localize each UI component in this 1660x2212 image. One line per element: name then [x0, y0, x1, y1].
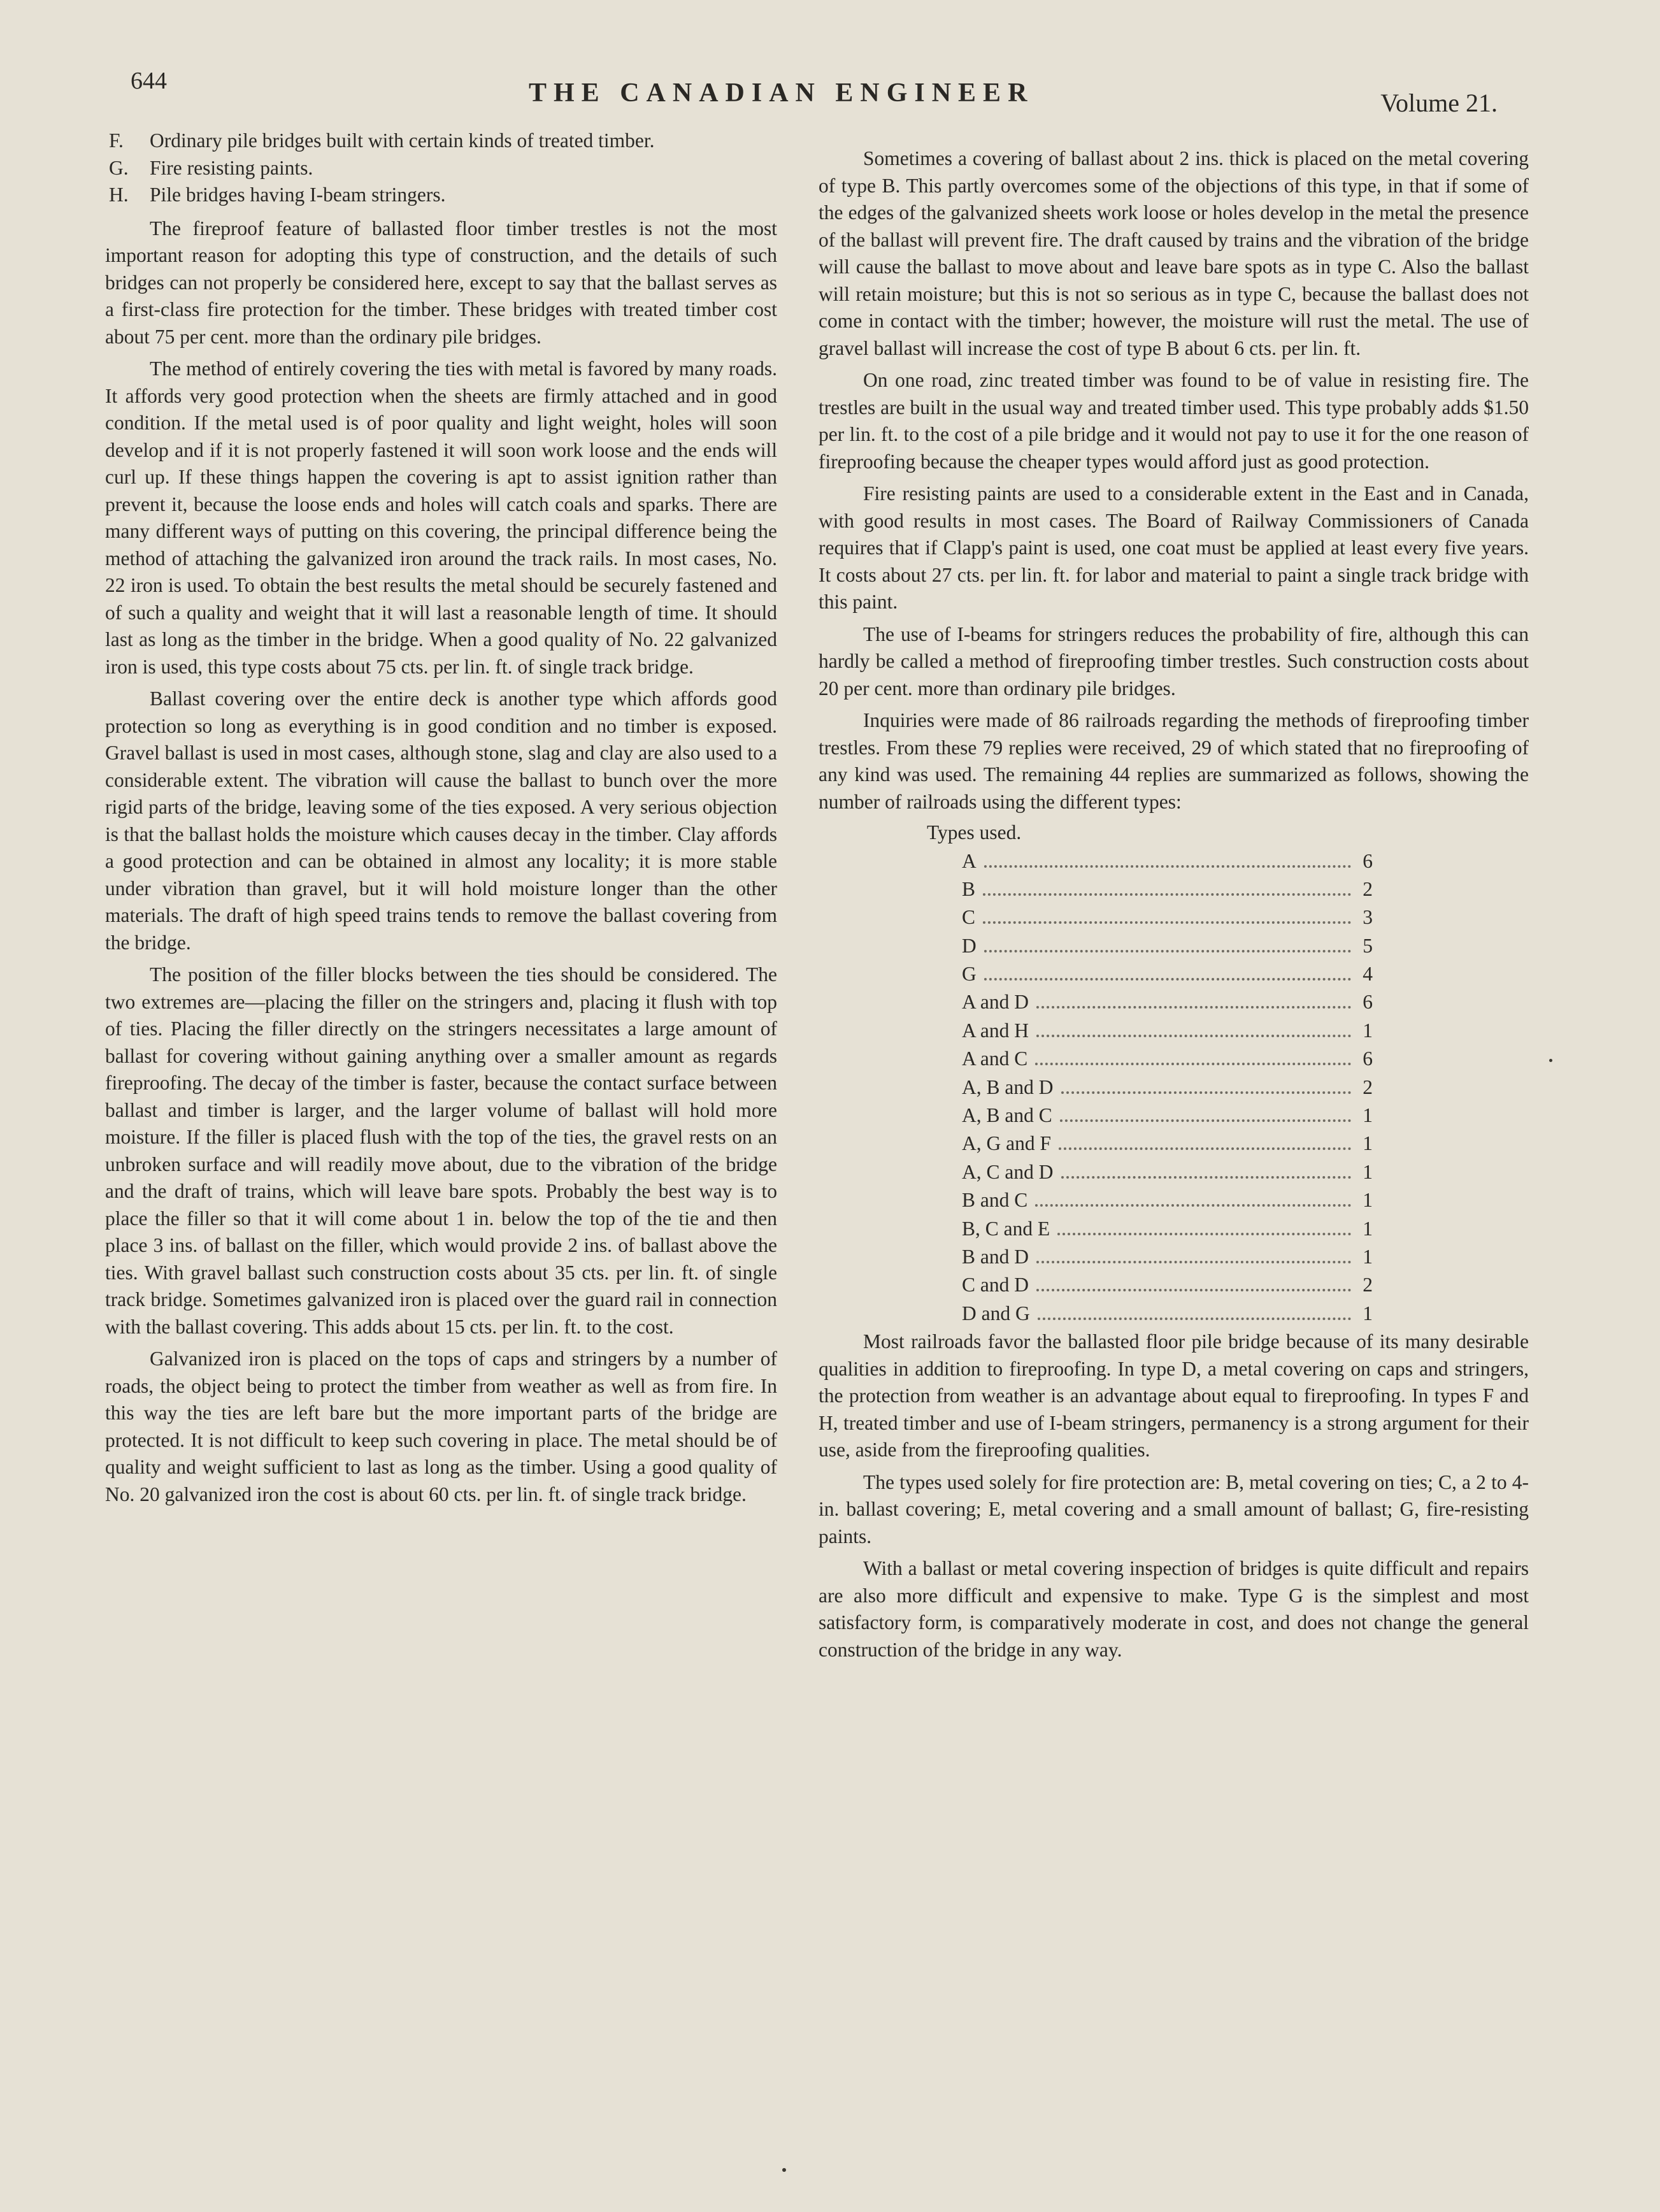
- railroad-count: 3: [1363, 906, 1373, 929]
- body-paragraph: The fireproof feature of ballasted floor timber trestles is not the most important reason for adopting this type of construction, and the details of such bridges can not properly be considered here, except to say that the ballast serves as a first-class fire protection for the timber. These bridges with treated timber cost about 75 per cent. more than the ordinary pile bridges.: [105, 217, 777, 348]
- types-table-row: [962, 933, 1373, 961]
- railroad-count: 1: [1363, 1217, 1373, 1240]
- type-name: A, G and F: [962, 1132, 1051, 1155]
- type-list-continued: [105, 127, 777, 209]
- type-name: A, B and C: [962, 1104, 1052, 1127]
- type-name: D and G: [962, 1302, 1030, 1325]
- dot-leader: [1036, 1289, 1351, 1291]
- railroad-count: 6: [1363, 991, 1373, 1014]
- type-name: C and D: [962, 1274, 1029, 1296]
- types-table-heading: Types used.: [927, 821, 1022, 844]
- railroad-count: 2: [1363, 1274, 1373, 1296]
- right-column: [819, 145, 1529, 1663]
- list-text: Ordinary pile bridges built with certain kinds of treated timber.: [150, 129, 655, 152]
- body-paragraph: Galvanized iron is placed on the tops of caps and stringers by a number of roads, the object being to protect the timber from weather as well as from fire. In this way the ties are left bare but the more important parts of the bridge are protected. It is not difficult to keep such covering in place. The metal should be of quality and weight sufficient to last as long as the timber. Using a good quality of No. 20 galvanized iron the cost is about 60 cts. per lin. ft. of single track bridge.: [105, 1347, 777, 1505]
- type-name: B: [962, 877, 976, 900]
- body-paragraph: Ballast covering over the entire deck is another type which affords good protection so long as everything is in good condition and no timber is exposed. Gravel ballast is used in most cases, although stone, slag and clay are also used to a considerable extent. The vibration will cause the ballast to bunch over the more rigid parts of the bridge, leaving some of the ties exposed. A very serious objection is that the ballast holds the moisture which causes decay in the timber. Clay affords a good protection and can be obtained in almost any locality; it is more stable under vibration than gravel, but it will hold moisture longer than the other materials. The draft of high speed trains tends to remove the ballast covering from the bridge.: [105, 687, 777, 954]
- body-paragraph: Fire resisting paints are used to a considerable extent in the East and in Canada, with good results in most cases. The Board of Railway Commissioners of Canada requires that if Clapp's paint is used, one coat must be applied at least every five years. It costs about 27 cts. per lin. ft. for labor and material to paint a single track bridge with this paint.: [819, 482, 1529, 613]
- list-text: Fire resisting paints.: [150, 156, 313, 179]
- types-table-row: [962, 1159, 1373, 1187]
- dot-leader: [1035, 1204, 1351, 1207]
- body-paragraph: On one road, zinc treated timber was found to be of value in resisting fire. The trestles are built in the usual way and treated timber used. This type probably adds $1.50 per lin. ft. to the cost of a pile bridge and it would not pay to use it for the one reason of fireproofing because the cheaper types would afford just as good protection.: [819, 369, 1529, 473]
- type-name: A and H: [962, 1019, 1029, 1042]
- type-name: A, C and D: [962, 1160, 1054, 1183]
- dot-leader: [1036, 1035, 1351, 1037]
- left-column: [105, 127, 777, 1508]
- railroad-count: 4: [1363, 963, 1373, 986]
- type-name: B and C: [962, 1189, 1028, 1212]
- types-table-row: [962, 876, 1373, 904]
- list-marker: F.: [109, 129, 124, 152]
- dot-leader: [1036, 1261, 1351, 1263]
- type-name: B, C and E: [962, 1217, 1050, 1240]
- dot-leader: [984, 950, 1351, 952]
- page-number: 644: [131, 68, 167, 94]
- list-marker: G.: [109, 156, 129, 179]
- railroad-count: 2: [1363, 1075, 1373, 1098]
- types-table-row: [962, 1074, 1373, 1102]
- railroad-count: 1: [1363, 1019, 1373, 1042]
- type-name: B and D: [962, 1245, 1029, 1268]
- types-table-row: [962, 1045, 1373, 1074]
- body-paragraph: The method of entirely covering the ties with metal is favored by many roads. It affords very good protection when the sheets are firmly attached and in good condition. If the metal used is of poor quality and light weight, holes will soon develop and if it is not properly fastened it will soon work loose and the ends will curl up. If these things happen the covering is apt to assist ignition rather than prevent it, because the loose ends and holes will catch coals and sparks. There are many different ways of putting on this covering, the principal difference being the method of attaching the galvanized iron around the track rails. In most cases, No. 22 iron is used. To obtain the best results the metal should be securely fastened and of such a quality and weight that it will last a reasonable length of time. It should last as long as the timber in the bridge. When a good quality of No. 22 galvanized iron is used, this type costs about 75 cts. per lin. ft. of single track bridge.: [105, 357, 777, 678]
- dot-leader: [983, 893, 1351, 896]
- types-table-row: [962, 1272, 1373, 1300]
- types-table-row: [962, 848, 1373, 876]
- dot-leader: [1036, 1006, 1351, 1009]
- volume-label: Volume 21.: [1380, 89, 1498, 117]
- types-table-row: [962, 1300, 1373, 1328]
- railroad-count: 1: [1363, 1132, 1373, 1155]
- dot-leader: [1057, 1233, 1351, 1235]
- type-name: A and D: [962, 991, 1029, 1014]
- dot-leader: [1038, 1318, 1351, 1320]
- dot-leader: [1060, 1119, 1351, 1122]
- types-table-row: [962, 1017, 1373, 1045]
- body-paragraph: The use of I-beams for stringers reduces the probability of fire, although this can hardly be called a method of fireproofing timber trestles. Such construction costs about 20 per cent. more than ordinary pile bridges.: [819, 622, 1529, 700]
- types-table-row: [962, 1216, 1373, 1244]
- types-table-row: [962, 989, 1373, 1017]
- body-paragraph: The position of the filler blocks between the ties should be considered. The two extremes are—placing the filler on the stringers and, placing it flush with top of ties. Placing the filler directly on the stringers necessitates a large amount of ballast for covering without gaining anything over a smaller amount as regards fireproofing. The decay of the timber is faster, because the contact surface between ballast and timber is larger, and the larger volume of ballast will hold more moisture. If the filler is placed flush with the top of the ties, the gravel rests on an unbroken surface and will readily move about, due to the vibration of the bridge and the draft of trains, which will leave bare spots. Probably the best way is to place the filler so that it will come about 1 in. below the top of the tie and then place 3 ins. of ballast on the filler, which would provide 2 ins. of ballast above the ties. With gravel ballast such construction costs about 35 cts. per lin. ft. of single track bridge. Sometimes galvanized iron is placed over the guard rail in connection with the ballast covering. This adds about 15 cts. per lin. ft. to the cost.: [105, 963, 777, 1338]
- paper-speck: [782, 2168, 786, 2172]
- types-table-row: [962, 904, 1373, 932]
- paper-speck: [1549, 1059, 1552, 1062]
- body-paragraph: Inquiries were made of 86 railroads regarding the methods of fireproofing timber trestles. From these 79 replies were received, 29 of which stated that no fireproofing of any kind was used. The remaining 44 replies are summarized as follows, showing the number of railroads using the different types:: [819, 709, 1529, 813]
- body-paragraph: With a ballast or metal covering inspection of bridges is quite difficult and repairs are also more difficult and expensive to make. Type G is the simplest and most satisfactory form, is comparatively moderate in cost, and does not change the general construction of the bridge in any way.: [819, 1557, 1529, 1661]
- railroad-count: 1: [1363, 1189, 1373, 1212]
- body-paragraph: Sometimes a covering of ballast about 2 ins. thick is placed on the metal covering of type B. This partly overcomes some of the objections of this type, in that if some of the edges of the galvanized sheets work loose or holes develop in the metal the presence of the ballast will prevent fire. The draft caused by trains and the vibration of the bridge will cause the ballast to move about and leave bare spots as in type C. Also the ballast will retain moisture; but this is not so serious as in type C, because the ballast does not come in contact with the timber; however, the moisture will rust the metal. The use of gravel ballast will increase the cost of type B about 6 cts. per lin. ft.: [819, 147, 1529, 359]
- railroad-count: 1: [1363, 1104, 1373, 1127]
- railroad-count: 1: [1363, 1245, 1373, 1268]
- type-name: A: [962, 849, 977, 872]
- railroad-count: 6: [1363, 849, 1373, 872]
- railroad-count: 1: [1363, 1160, 1373, 1183]
- railroad-count: 5: [1363, 934, 1373, 957]
- type-name: G: [962, 963, 977, 986]
- dot-leader: [1059, 1147, 1351, 1150]
- list-marker: H.: [109, 183, 129, 206]
- journal-title: THE CANADIAN ENGINEER: [529, 78, 1034, 108]
- list-item: [105, 155, 777, 182]
- railroad-count: 6: [1363, 1047, 1373, 1070]
- types-table-row: [962, 1102, 1373, 1130]
- types-used-table: [962, 848, 1373, 1329]
- type-name: A and C: [962, 1047, 1028, 1070]
- types-table-row: [962, 1244, 1373, 1272]
- type-name: C: [962, 906, 976, 929]
- railroad-count: 2: [1363, 877, 1373, 900]
- dot-leader: [1061, 1176, 1352, 1179]
- types-table-row: [962, 961, 1373, 989]
- list-text: Pile bridges having I-beam stringers.: [150, 183, 446, 206]
- types-table-row: [962, 1130, 1373, 1158]
- dot-leader: [1035, 1063, 1351, 1065]
- body-paragraph: Most railroads favor the ballasted floor pile bridge because of its many desirable qualities in addition to fireproofing. In type D, a metal covering on caps and stringers, the protection from weather is an advantage about equal to fireproofing. In types F and H, treated timber and use of I-beam stringers, permanency is a strong argument for their use, aside from the fireproofing qualities.: [819, 1330, 1529, 1462]
- dot-leader: [1061, 1091, 1352, 1094]
- type-name: D: [962, 934, 977, 957]
- dot-leader: [984, 978, 1351, 980]
- list-item: [105, 127, 777, 155]
- dot-leader: [984, 865, 1351, 868]
- body-paragraph: The types used solely for fire protection are: B, metal covering on ties; C, a 2 to 4-in. ballast covering; E, metal covering and a small amount of ballast; G, fire-resisting paints.: [819, 1470, 1529, 1548]
- types-table-row: [962, 1187, 1373, 1215]
- railroad-count: 1: [1363, 1302, 1373, 1325]
- type-name: A, B and D: [962, 1075, 1054, 1098]
- list-item: [105, 182, 777, 209]
- dot-leader: [983, 921, 1351, 924]
